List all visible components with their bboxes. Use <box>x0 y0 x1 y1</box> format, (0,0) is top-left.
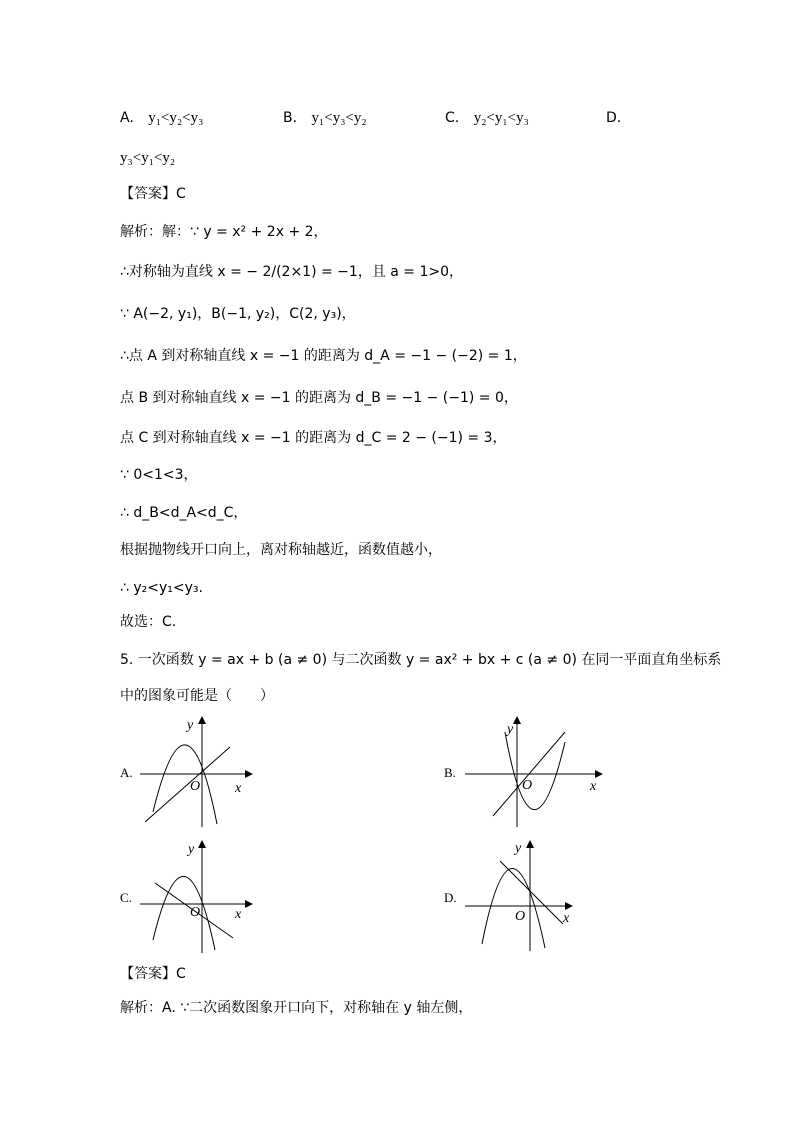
graph-a-x-arrow <box>245 770 253 778</box>
solution-q4-line-3: ∵ A(−2, y₁)，B(−1, y₂)，C(2, y₃)， <box>120 306 356 322</box>
answer-q5: 【答案】C <box>120 966 186 982</box>
graph-b-origin: O <box>522 778 533 793</box>
graph-a-line <box>145 747 230 822</box>
graph-d <box>460 836 580 956</box>
option-d-text: y₃<y₁<y₂ <box>120 150 176 166</box>
graph-b-label: B. <box>444 765 456 780</box>
solution-q5-line-1: 解析：A. ∵二次函数图象开口向下，对称轴在 y 轴左侧， <box>120 1000 473 1016</box>
solution-q4-line-8: ∴ d_B<d_A<d_C， <box>120 505 248 521</box>
option-a <box>120 108 203 128</box>
graph-d-label: D. <box>444 890 457 905</box>
question-5-line-1: 5. 一次函数 y = ax + b (a ≠ 0) 与二次函数 y = ax² + bx + c (a ≠ 0) 在同一平面直角坐标系 <box>120 652 722 668</box>
option-d <box>606 108 621 128</box>
solution-q4-line-11: 故选：C. <box>120 614 177 630</box>
graph-c-label: C. <box>120 890 132 905</box>
graph-c-y-label: y <box>188 842 195 857</box>
graph-c <box>135 838 255 958</box>
graph-b-y-arrow <box>513 716 521 724</box>
solution-q4-line-1: 解析：解：∵ y = x² + 2x + 2， <box>120 224 328 240</box>
solution-q4-line-7: ∵ 0<1<3， <box>120 467 198 483</box>
answer-q4: 【答案】C <box>120 186 186 202</box>
graph-d-y-arrow <box>526 840 534 848</box>
graph-b <box>460 712 605 832</box>
option-c <box>445 108 529 128</box>
question-5-line-2: 中的图象可能是（ ） <box>120 688 274 704</box>
graph-d-line <box>500 861 563 924</box>
graph-c-parabola <box>153 876 215 950</box>
graph-c-x-arrow <box>245 900 253 908</box>
option-b-text: y₁<y₃<y₂ <box>311 110 367 126</box>
graph-d-x-label: x <box>563 911 570 926</box>
graph-d-origin: O <box>515 909 526 924</box>
solution-q4-line-2: ∴对称轴为直线 x = − 2/(2×1) = −1，且 a = 1>0， <box>120 264 464 280</box>
graph-a <box>135 712 255 832</box>
graph-c-y-arrow <box>198 840 206 848</box>
option-c-text: y₂<y₁<y₃ <box>473 110 529 126</box>
graph-a-y-label: y <box>187 718 194 733</box>
solution-q4-line-10: ∴ y₂<y₁<y₃. <box>120 580 203 596</box>
graph-c-origin: O <box>190 905 201 920</box>
solution-q4-line-9: 根据抛物线开口向上，离对称轴越近，函数值越小， <box>120 542 442 558</box>
graph-d-y-label: y <box>515 841 522 856</box>
solution-q4-line-6: 点 C 到对称轴直线 x = −1 的距离为 d_C = 2 − (−1) = 3， <box>120 430 507 446</box>
graph-a-label: A. <box>120 765 133 780</box>
option-b <box>283 108 367 128</box>
solution-q4-line-5: 点 B 到对称轴直线 x = −1 的距离为 d_B = −1 − (−1) = 0， <box>120 390 518 406</box>
graph-d-parabola <box>482 868 545 948</box>
graph-b-x-arrow <box>595 770 603 778</box>
graph-b-x-label: x <box>590 779 597 794</box>
solution-q4-line-4: ∴点 A 到对称轴直线 x = −1 的距离为 d_A = −1 − (−2) = 1， <box>120 348 527 364</box>
option-c-label: C. <box>445 110 460 126</box>
graph-a-y-arrow <box>198 716 206 724</box>
option-d-label: D. <box>606 110 622 126</box>
graph-a-origin: O <box>190 779 201 794</box>
graph-a-x-label: x <box>235 781 242 796</box>
graph-c-x-label: x <box>235 907 242 922</box>
option-a-label: A. <box>120 110 134 126</box>
graph-d-x-arrow <box>565 902 573 910</box>
graph-b-y-label: y <box>507 722 514 737</box>
option-b-label: B. <box>283 110 298 126</box>
graph-b-parabola <box>505 732 565 810</box>
graph-a-parabola <box>153 745 217 824</box>
option-a-text: y₁<y₂<y₃ <box>148 110 204 126</box>
